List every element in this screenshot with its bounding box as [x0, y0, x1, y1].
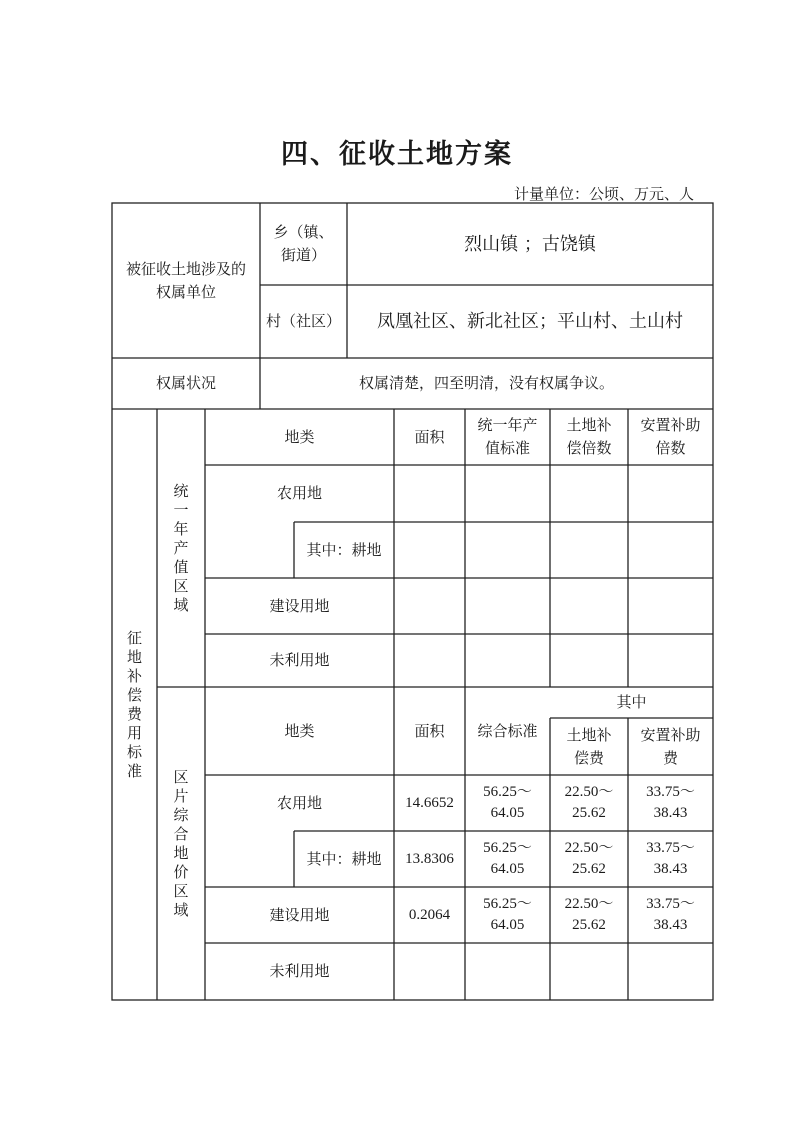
uniform-region-label	[157, 409, 205, 687]
zone-row-cultivated-comp: 22.50～25.62	[564, 840, 614, 877]
uniform-header-comp: 土地补偿倍数	[566, 416, 612, 457]
standard-label	[112, 409, 157, 1000]
zone-row-cultivated: 其中：耕地	[306, 849, 382, 868]
vertical-label-char: 值	[173, 557, 189, 576]
vertical-label-char: 征	[126, 628, 142, 647]
vertical-label-char: 区	[173, 881, 189, 900]
zone-row-cultivated-area: 13.8306	[405, 850, 454, 867]
vertical-label-char: 价	[173, 862, 189, 881]
status-value: 权属清楚，四至明清，没有权属争议。	[358, 374, 614, 392]
uniform-row-cultivated: 其中：耕地	[306, 540, 382, 559]
vertical-label-char: 用	[126, 723, 142, 742]
village-value: 凤凰社区、新北社区；平山村、土山村	[377, 311, 683, 332]
unit-note: 计量单位：公顷、万元、人	[513, 185, 694, 203]
vertical-label-char: 一	[173, 500, 189, 519]
zone-row-construction-area: 0.2064	[408, 906, 451, 923]
vertical-label-char: 补	[126, 666, 142, 685]
status-label: 权属状况	[155, 374, 216, 392]
zone-row-construction: 建设用地	[269, 905, 330, 924]
uniform-header-area: 面积	[414, 427, 445, 446]
vertical-label-char: 域	[173, 900, 189, 919]
village-label: 村（社区）	[265, 312, 341, 330]
zone-row-farmland-standard: 56.25～64.05	[483, 784, 532, 821]
vertical-label-char: 偿	[126, 685, 142, 704]
zone-row-unused: 未利用地	[269, 962, 330, 980]
vertical-label-char: 地	[173, 843, 189, 862]
uniform-row-farmland: 农用地	[276, 484, 322, 502]
uniform-header-land-type: 地类	[284, 427, 315, 446]
zone-row-construction-resettle: 33.75～38.43	[646, 896, 695, 933]
uniform-header-resettle: 安置补助倍数	[640, 416, 701, 457]
zone-row-construction-standard: 56.25～64.05	[483, 896, 532, 933]
zone-row-farmland-area: 14.6652	[405, 794, 454, 811]
zone-header-land-type: 地类	[284, 721, 315, 740]
vertical-label-char: 合	[173, 824, 189, 843]
vertical-label-char: 片	[173, 786, 189, 805]
zone-row-cultivated-standard: 56.25～64.05	[483, 840, 532, 877]
vertical-label-char: 统	[173, 481, 189, 500]
uniform-row-construction: 建设用地	[269, 596, 330, 615]
vertical-label-char: 综	[173, 805, 189, 824]
vertical-label-char: 准	[126, 761, 142, 780]
zone-header-of-which: 其中	[616, 693, 647, 711]
vertical-label-char: 年	[173, 519, 189, 538]
uniform-header-standard: 统一年产值标准	[477, 416, 538, 457]
vertical-label-char: 域	[173, 595, 189, 614]
vertical-label-char: 地	[126, 647, 142, 666]
vertical-label-char: 标	[126, 742, 142, 761]
zone-row-farmland: 农用地	[276, 793, 322, 812]
township-value: 烈山镇 ；古饶镇	[464, 233, 596, 255]
zone-row-cultivated-resettle: 33.75～38.43	[646, 840, 695, 877]
uniform-row-unused: 未利用地	[269, 651, 330, 669]
zone-header-comp-fee: 土地补偿费	[566, 725, 612, 767]
page-title: 四、征收土地方案	[281, 139, 513, 170]
vertical-label-char: 产	[173, 538, 189, 557]
zone-header-resettle-fee: 安置补助费	[640, 725, 701, 767]
ownership-label: 被征收土地涉及的权属单位	[125, 259, 246, 301]
zone-row-farmland-comp: 22.50～25.62	[564, 784, 614, 821]
zone-header-area: 面积	[414, 721, 445, 740]
zone-row-construction-comp: 22.50～25.62	[564, 896, 614, 933]
vertical-label-char: 费	[126, 704, 142, 723]
vertical-label-char: 区	[173, 767, 189, 786]
zone-row-farmland-resettle: 33.75～38.43	[646, 784, 695, 821]
zone-header-standard: 综合标准	[477, 721, 538, 740]
vertical-label-char: 区	[173, 576, 189, 595]
township-label: 乡（镇、街道）	[273, 223, 334, 264]
zone-region-label	[157, 687, 205, 1000]
